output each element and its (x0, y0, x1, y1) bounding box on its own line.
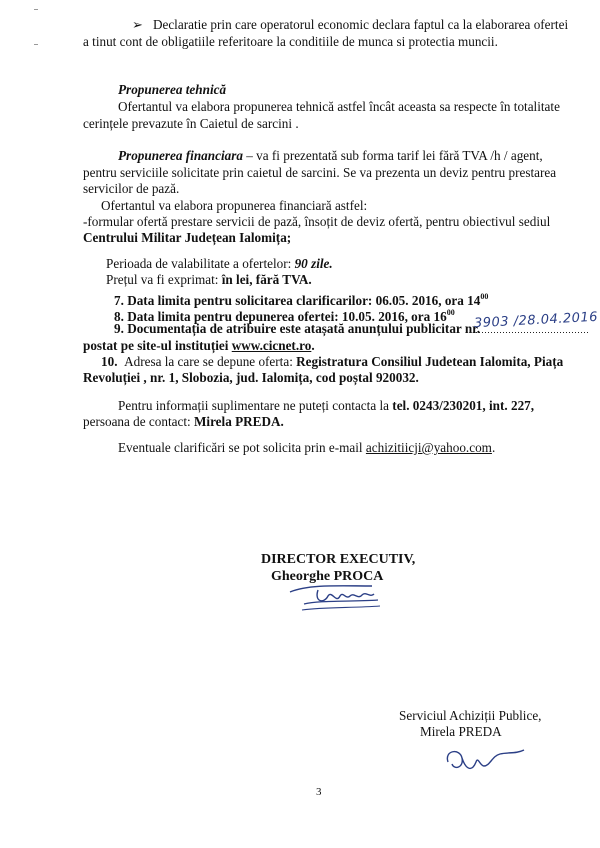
director-name: Gheorghe PROCA (271, 569, 384, 584)
bullet-arrow-icon: ➢ (132, 17, 144, 32)
validity-line: Perioada de valabilitate a ofertelor: 90 zile. (106, 256, 333, 271)
handwritten-announcement-number: 3903 /28.04.2016 (473, 309, 599, 332)
item-7: 7. Data limita pentru solicitarea clarificarilor: 06.05. 2016, ora $14^{00}$ (114, 292, 489, 308)
tech-line-2: cerințele prevazute în Caietul de sarcini . (83, 116, 299, 131)
tech-line-1: Ofertantul va elabora propunerea tehnică astfel încât aceasta sa respecte în totalitate (118, 99, 560, 114)
email-link[interactable]: achizitiicji@yahoo.com (365, 440, 492, 455)
fin-line-1: Propunerea financiara – va fi prezentată sub forma tarif lei fără TVA /h / agent, (118, 148, 543, 163)
declaration-line-1: ➢ Declaratie prin care operatorul economic declara faptul ca la elaborarea ofertei (132, 17, 569, 32)
procurement-dept: Serviciul Achiziții Publice, (399, 708, 542, 723)
item-9-line-2: postat pe site-ul instituției www.cicnet.ro. (83, 338, 315, 353)
fin-line-4: Ofertantul va elabora propunerea financiară astfel: (101, 198, 368, 213)
procurement-person: Mirela PREDA (420, 724, 502, 739)
email-line: Eventuale clarificări se pot solicita prin e-mail achizitiicji@yahoo.com. (118, 440, 496, 455)
fin-line-3: servicilor de pază. (83, 181, 180, 196)
dotted-fill-line (470, 331, 588, 334)
declaration-line-2: a tinut cont de obligatiile referitoare la conditiile de munca si protectia muncii. (83, 34, 498, 49)
scan-mark (34, 9, 38, 10)
item-10-line-2: Revoluției , nr. 1, Slobozia, jud. Ialomița, cod poștal 920032. (83, 370, 419, 385)
price-line: Prețul va fi exprimat: în lei, fără TVA. (106, 272, 312, 287)
item-8: 8. Data limita pentru depunerea ofertei: 10.05. 2016, ora $16^{00}$ (114, 308, 455, 324)
fin-line-5: -formular ofertă prestare servicii de pază, însoțit de deviz ofertă, pentru obiectivul sediul (83, 214, 551, 229)
director-title: DIRECTOR EXECUTIV, (261, 552, 416, 567)
fin-line-2: pentru serviciile solicitate prin caietul de sarcini. Se va prezenta un deviz pentru prestarea (83, 165, 557, 180)
fin-heading: Propunerea financiara (118, 148, 243, 163)
contact-line-2: persoana de contact: Mirela PREDA. (83, 414, 284, 429)
item-10: 10. Adresa la care se depune oferta: Registratura Consiliul Judetean Ialomita, Piața (101, 354, 564, 369)
fin-line-6: Centrului Militar Județean Ialomița; (83, 230, 292, 245)
preda-signature (440, 742, 530, 778)
director-signature (280, 580, 400, 616)
scan-mark (34, 44, 38, 45)
page-number: 3 (316, 786, 322, 798)
contact-line-1: Pentru informații suplimentare ne puteți contacta la tel. 0243/230201, int. 227, (118, 398, 535, 413)
tech-heading: Propunerea tehnică (118, 82, 227, 97)
website-link[interactable]: www.cicnet.ro (231, 338, 312, 353)
item-9: 9. Documentația de atribuire este atașată anunțului publicitar nr. (114, 321, 481, 336)
